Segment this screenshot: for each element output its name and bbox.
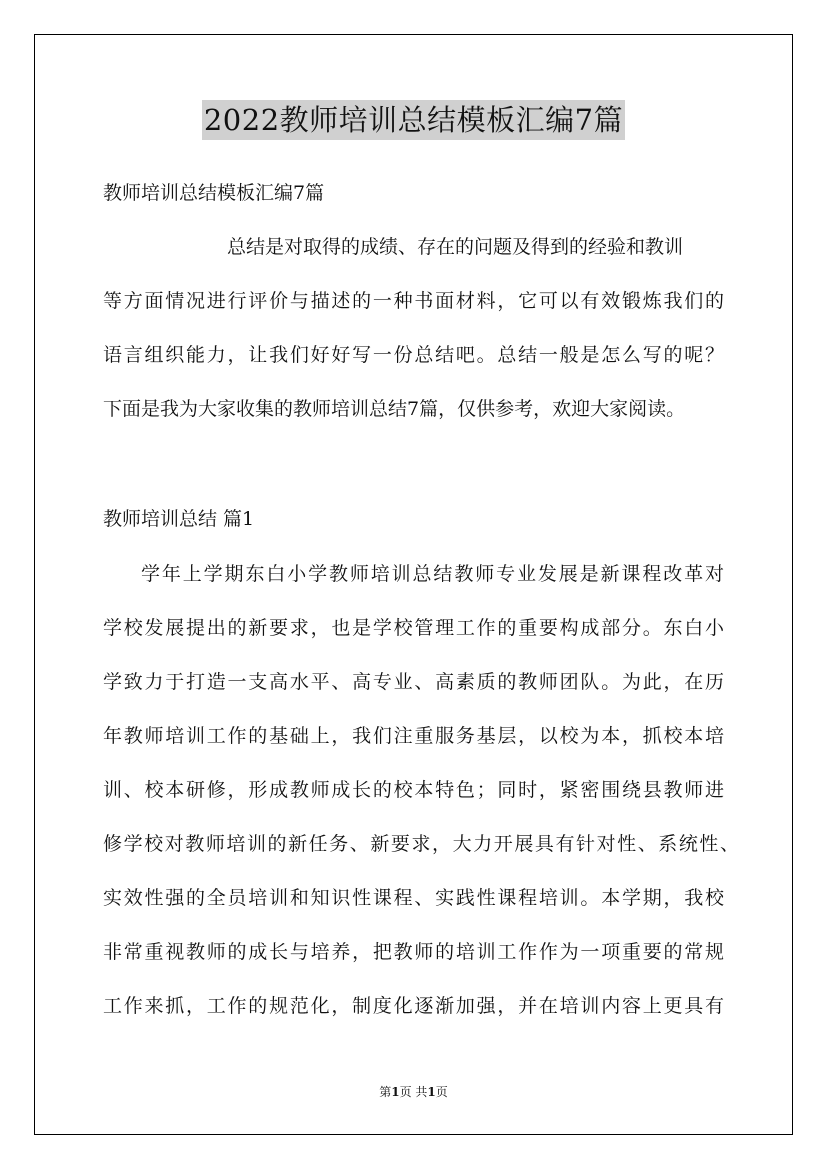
title-container — [0, 100, 827, 140]
footer-mid: 页 共 — [399, 1085, 428, 1099]
intro-line: 语言组织能力，让我们好好写一份总结吧。总结一般是怎么写的呢？ — [103, 344, 724, 366]
footer-suffix: 页 — [435, 1085, 448, 1099]
footer-total-pages: 1 — [427, 1085, 436, 1099]
body-line: 学致力于打造一支高水平、高专业、高素质的教师团队。为此，在历 — [103, 671, 724, 693]
page-footer — [0, 1084, 827, 1100]
document-subtitle: 教师培训总结模板汇编7篇 — [103, 182, 325, 204]
body-line: 修学校对教师培训的新任务、新要求，大力开展具有针对性、系统性、 — [103, 833, 739, 855]
body-line: 年教师培训工作的基础上，我们注重服务基层，以校为本，抓校本培 — [103, 725, 724, 747]
body-line: 学校发展提出的新要求，也是学校管理工作的重要构成部分。东白小 — [103, 617, 724, 639]
body-line: 工作来抓，工作的规范化，制度化逐渐加强，并在培训内容上更具有 — [103, 995, 724, 1017]
body-line: 实效性强的全员培训和知识性课程、实践性课程培训。本学期，我校 — [103, 887, 724, 909]
footer-prefix: 第 — [379, 1085, 392, 1099]
intro-line: 等方面情况进行评价与描述的一种书面材料，它可以有效锻炼我们的 — [103, 290, 724, 312]
body-line: 非常重视教师的成长与培养，把教师的培训工作作为一项重要的常规 — [103, 941, 724, 963]
document-title: 2022教师培训总结模板汇编7篇 — [202, 100, 625, 140]
footer-current-page: 1 — [391, 1085, 400, 1099]
section-heading: 教师培训总结 篇1 — [103, 508, 255, 530]
intro-line: 总结是对取得的成绩、存在的问题及得到的经验和教训 — [227, 236, 684, 258]
body-line: 训、校本研修，形成教师成长的校本特色；同时，紧密围绕县教师进 — [103, 779, 724, 801]
intro-line: 下面是我为大家收集的教师培训总结7篇，仅供参考，欢迎大家阅读。 — [103, 398, 686, 420]
body-line: 学年上学期东白小学教师培训总结教师专业发展是新课程改革对 — [141, 563, 724, 585]
